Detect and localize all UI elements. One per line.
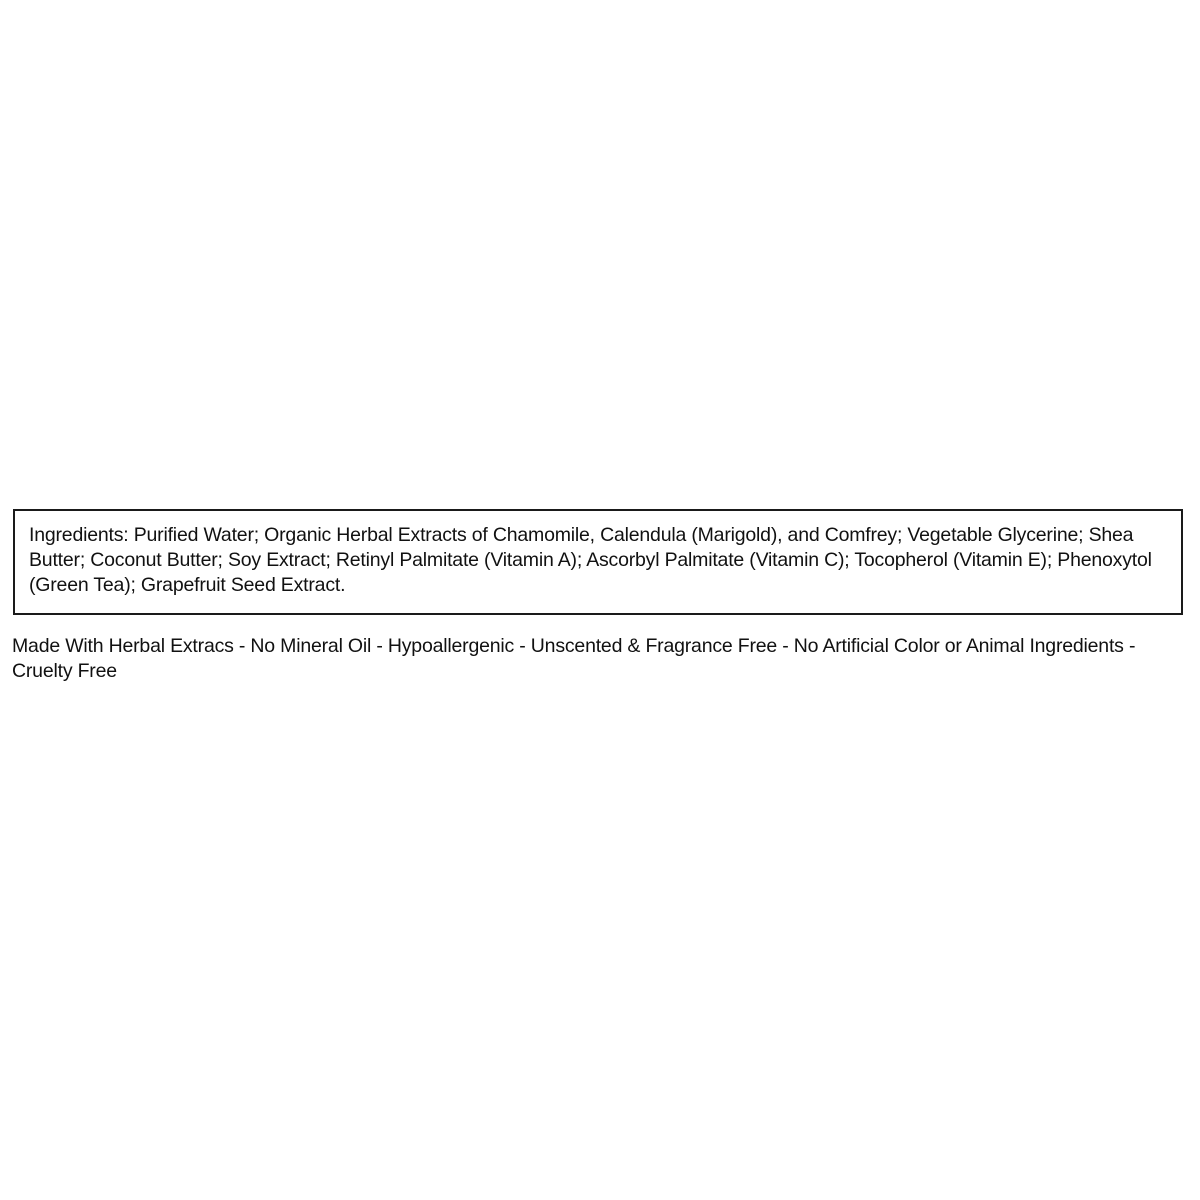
ingredients-text: Ingredients: Purified Water; Organic Herbal Extracts of Chamomile, Calendula (Marigold), and Comfrey; Vegetable Glycerine; Shea Butter; Coconut Butter; Soy Extract; Retinyl Palmitate (Vitamin A); Ascorbyl Palmitate (Vitamin C); Tocopherol (Vitamin E); Phenoxytol (Green Tea); Grapefruit Seed Extract. [29,524,1152,596]
product-claims: Made With Herbal Extracs - No Mineral Oil - Hypoallergenic - Unscented & Fragrance Free - No Artificial Color or Animal Ingredients - Cruelty Free [12,635,1136,682]
ingredients-box [13,509,1183,615]
